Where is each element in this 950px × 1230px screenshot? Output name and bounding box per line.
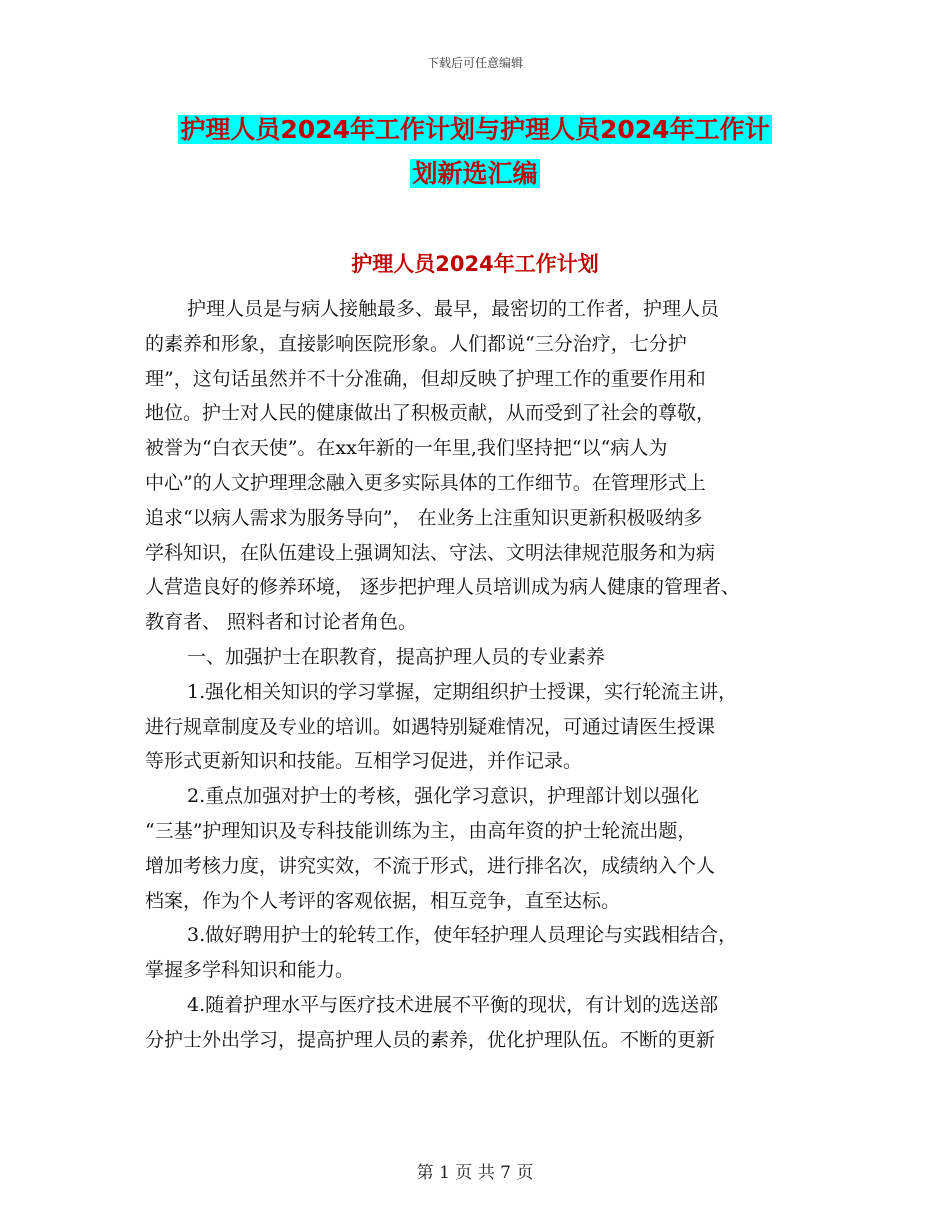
body-line: 增加考核力度，讲究实效，不流于形式，进行排名次，成绩纳入个人	[145, 854, 716, 877]
body-line: 中心”的人文护理理念融入更多实际具体的工作细节。在管理形式上	[145, 471, 706, 494]
body-line: 3.做好聘用护士的轮转工作，使年轻护理人员理论与实践相结合，	[187, 924, 738, 947]
body-line: 护理人员是与病人接触最多、最早，最密切的工作者，护理人员	[187, 298, 720, 320]
body-line: 分护士外出学习，提高护理人员的素养，优化护理队伍。不断的更新	[145, 1028, 716, 1051]
document-title-line-1	[0, 112, 950, 148]
body-line: 4.随着护理水平与医疗技术进展不平衡的现状，有计划的选送部	[187, 993, 719, 1016]
body-line: 1.强化相关知识的学习掌握，定期组织护士授课，实行轮流主讲，	[187, 680, 738, 703]
body-line: 理”，这句话虽然并不十分准确，但却反映了护理工作的重要作用和	[145, 367, 706, 390]
document-body	[145, 292, 805, 1058]
body-line: 学科知识，在队伍建设上强调知法、守法、文明法律规范服务和为病	[145, 541, 716, 564]
body-line: 进行规章制度及专业的培训。如遇特别疑难情况，可通过请医生授课	[145, 715, 716, 738]
header-note: 下载后可任意编辑	[426, 56, 523, 70]
body-line: 地位。护士对人民的健康做出了积极贡献，从而受到了社会的尊敬，	[145, 402, 716, 425]
body-line: 掌握多学科知识和能力。	[145, 959, 355, 982]
body-line: 教育者、 照料者和讨论者角色。	[145, 611, 418, 634]
body-line: 等形式更新知识和技能。互相学习促进，并作记录。	[145, 750, 583, 773]
title-text-1: 护理人员2024年工作计划与护理人员2024年工作计	[180, 115, 770, 144]
body-line: 档案，作为个人考评的客观依据，相互竞争，直至达标。	[145, 889, 621, 912]
body-line: 的素养和形象，直接影响医院形象。人们都说“三分治疗，七分护	[145, 332, 687, 355]
body-line: 被誉为“白衣天使”。在xx年新的一年里,我们坚持把“以“病人为	[145, 437, 668, 460]
document-title-line-2	[0, 156, 950, 192]
body-line: “三基”护理知识及专科技能训练为主，由高年资的护士轮流出题，	[145, 819, 697, 842]
title-text-2: 划新选汇编	[412, 159, 538, 188]
page-footer: 第 1 页 共 7 页	[416, 1163, 534, 1183]
body-line: 追求“以病人需求为服务导向”， 在业务上注重知识更新积极吸纳多	[145, 506, 703, 529]
section-title: 护理人员2024年工作计划	[351, 252, 599, 276]
body-line: 人营造良好的修养环境， 逐步把护理人员培训成为病人健康的管理者、	[145, 576, 741, 599]
body-line: 2.重点加强对护士的考核，强化学习意识，护理部计划以强化	[187, 785, 700, 808]
section-heading: 一、加强护士在职教育，提高护理人员的专业素养	[187, 645, 606, 668]
